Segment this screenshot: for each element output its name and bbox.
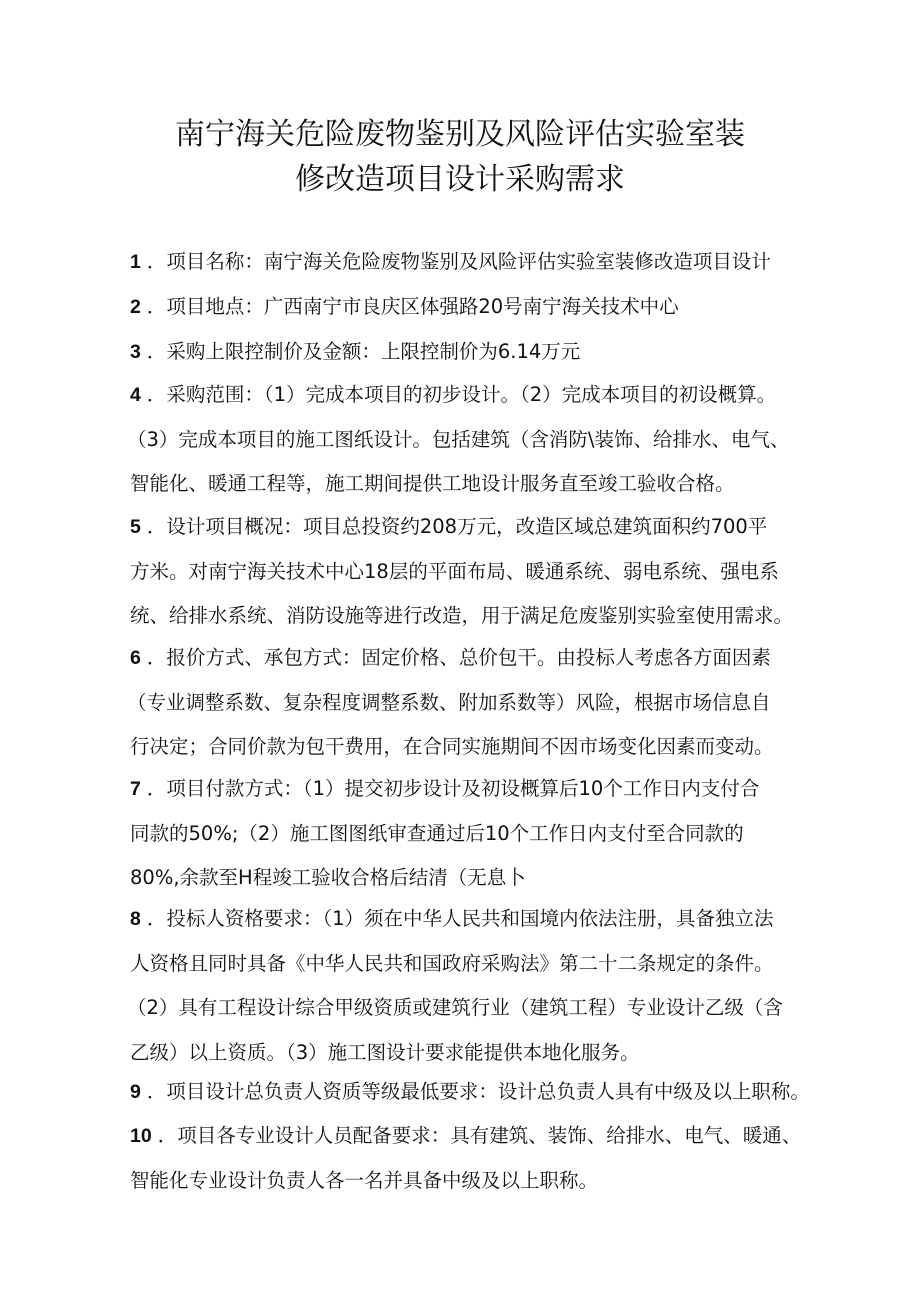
item-text: ．项目付款方式：（1）提交初步设计及初设概算后10个工作日内支付合: [146, 777, 760, 800]
document-title-line-1: 南宁海关危险废物鉴别及风险评估实验室装: [175, 117, 745, 152]
item-text: ．采购范围：（1）完成本项目的初步设计。（2）完成本项目的初设概算。: [146, 383, 777, 406]
item-text: （2）具有工程设计综合甲级资质或建筑行业（建筑工程）专业设计乙级（含: [127, 996, 783, 1019]
item-number: 3: [130, 341, 141, 363]
item-number: 8: [130, 908, 141, 930]
item-text: ．设计项目概况：项目总投资约208万元，改造区域总建筑面积约700平: [146, 515, 768, 538]
requirement-item-2: [130, 285, 830, 330]
requirement-item-4: [127, 373, 830, 507]
requirement-item-10: [130, 1114, 830, 1203]
item-text: 乙级）以上资质。（3）施工图设计要求能提供本地化服务。: [130, 1040, 640, 1064]
item-text: 行决定；合同价款为包干费用，在合同实施期间不因市场变化因素而变动。: [130, 735, 774, 758]
item-number: 9: [130, 1081, 141, 1103]
requirement-item-8: [127, 897, 830, 1075]
item-text: 80%,余款至H程竣工验收合格后结清（无息卜: [130, 866, 526, 889]
item-text: 人资格且同时具备《中华人民共和国政府采购法》第二十二条规定的条件。: [130, 951, 774, 975]
item-number: 2: [130, 296, 141, 318]
item-number: 10: [130, 1125, 152, 1147]
item-number: 6: [130, 647, 141, 669]
item-text: ．报价方式、承包方式：固定价格、总价包干。由投标人考虑各方面因素: [146, 646, 771, 669]
item-text: 智能化专业设计负责人各一名并具备中级及以上职称。: [130, 1168, 599, 1192]
item-number: 1: [130, 251, 141, 273]
item-text: 智能化、暖通工程等，施工期间提供工地设计服务直至竣工验收合格。: [130, 472, 735, 495]
requirement-item-7: [130, 767, 830, 901]
requirement-item-5: [130, 505, 830, 639]
requirement-item-9: [130, 1070, 830, 1115]
document-title-line-2: 修改造项目设计采购需求: [295, 162, 625, 197]
requirement-item-6: [127, 636, 830, 770]
item-text: ．项目地点：广西南宁市良庆区体强路20号南宁海关技术中心: [146, 295, 679, 318]
item-text: 方米。对南宁海关技术中心18层的平面布局、暖通系统、弱电系统、强电系: [130, 559, 779, 583]
item-text: ．采购上限控制价及金额：上限控制价为6.14万元: [146, 340, 581, 363]
item-number: 7: [130, 778, 141, 800]
item-text: ．投标人资格要求：（1）须在中华人民共和国境内依法注册，具备独立法: [146, 907, 774, 930]
item-number: 4: [130, 384, 141, 406]
item-text: 同款的50%;（2）施工图图纸审查通过后10个工作日内支付至合同款的: [130, 821, 744, 845]
requirement-item-3: [130, 330, 830, 375]
requirement-item-1: [130, 240, 830, 285]
item-text: （专业调整系数、复杂程度调整系数、附加系数等）风险，根据市场信息自: [127, 690, 771, 714]
item-text: 统、给排水系统、消防设施等进行改造，用于满足危废鉴别实验室使用需求。: [130, 604, 794, 627]
item-text: ．项目设计总负责人资质等级最低要求：设计总负责人具有中级及以上职称。: [146, 1080, 810, 1103]
item-number: 5: [130, 516, 141, 538]
item-text: ．项目名称：南宁海关危险废物鉴别及风险评估实验室装修改造项目设计: [146, 250, 771, 273]
item-text: ．项目各专业设计人员配备要求：具有建筑、装饰、给排水、电气、暖通、: [157, 1124, 802, 1147]
item-text: （3）完成本项目的施工图纸设计。包括建筑（含消防\装饰、给排水、电气、: [127, 427, 790, 451]
